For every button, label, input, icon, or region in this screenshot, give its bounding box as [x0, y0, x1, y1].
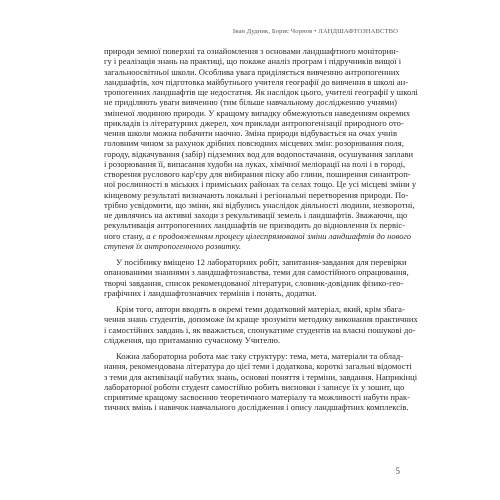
text-line: лабораторної роботи студент самостійно робить висновки і записує їх у зошит, що [104, 381, 405, 392]
text-line: трібно усвідомити, що зміни, які відбулись унаслідок діяльності людини, незворотні, [104, 199, 415, 210]
page-number: 5 [395, 466, 400, 476]
text-line: і самостійних завдань і, як вважається, спонукатиме студентів на власні пошукові до- [104, 324, 416, 335]
text-line: чення знань студентів, допоможе їм краще зрозуміти методику виконання практичних [104, 314, 418, 325]
text-line: гу і реалізація знань на практиці, що покаже аналіз програм і підручників вищої і [104, 56, 402, 67]
text-line: головним чином за рахунок дрібних повсюдних місцевих змін: розорювання поля, [104, 138, 404, 149]
text-line: слідження, що притаманно сучасному Учителю. [104, 334, 281, 345]
text-line: зміненої людиною природи. У кращому випадку обмежуються наведенням окремих [104, 107, 411, 118]
text-fragment: ного стану, [104, 230, 147, 241]
text-line: Крім того, автори вводять в окремі теми додатковий матеріал, який, крім збага- [116, 304, 405, 314]
paragraph-2 [104, 257, 409, 298]
text-line: прикладів із літературних джерел, хоч приклади антропогенізації природного ото- [104, 117, 404, 128]
text-line: тичних вмінь і навичок навчального дослідження і опису ландшафтних комплексів. [104, 402, 409, 413]
text-line: загальноосвітньої школи. Особлива увага приділяється вивченню антропогенних [104, 66, 400, 77]
paragraph-3 [104, 304, 418, 345]
text-line: не дивлячись на активні заходи з рекультивації земель і ландшафтів. Зважаючи, що [104, 210, 408, 220]
text-line: сприятиме кращому засвоєнню теоретичного матеріалу та можливості набути прак- [104, 392, 410, 402]
text-line: нання, рекомендована література до цієї теми і додаткова, короткі загальні відомості [104, 361, 412, 372]
text-line: не приділяють уваги вивченню (тим більше навчальному дослідженню учнями) [104, 97, 397, 108]
paragraph-1 [104, 46, 418, 251]
text-line: створення руслового кар'єру для вибирання піску або глини, поширення синантроп- [104, 169, 411, 179]
text-line: природи земної поверхні та ознайомлення з основами ландшафтного моніторин- [104, 46, 399, 56]
text-line: тропогенних ландшафтів ще недостатня. Як наслідок цього, учителі географії у школі [104, 87, 418, 97]
text-line [104, 230, 412, 241]
text-line: Кожна лабораторна робота має таку структуру: тема, мета, матеріали та облад- [116, 351, 404, 361]
text-line: ландшафтів, хоч підготовка майбутнього учителя географії до вивчення в школі ан- [104, 76, 409, 87]
running-header: Іван Дудник, Борис Чорнов • ЛАНДШАФТОЗНАВСТВО [232, 28, 398, 35]
text-line: і розорювання її, випасання худоби на луках, хімічної меліорації на полі і в городі, [104, 158, 406, 169]
text-line: городу, відкачування (забір) підземних вод для водопостачання, осушування заплави [104, 148, 414, 159]
paragraph-4 [104, 351, 418, 413]
text-line: ної рослинності в міських і приміських районах та селах тощо. Це усі місцеві зміни у [104, 179, 417, 190]
text-line: рекультивація антропогенних ландшафтів не призводить до відновлення їх первіс- [104, 220, 406, 231]
text-line: графічних і ландшафтознавчих термінів і понять, додатки. [104, 287, 317, 298]
italic-emphasis: ступеня їх антропогенного розвитку. [104, 240, 241, 251]
text-line: кінцевому результаті визначають локальні і регіональні перетворення природи. По- [104, 189, 409, 200]
text-line: з теми для активізації набутих знань, основні поняття і терміни, завдання. Наприкінці [104, 371, 418, 382]
body-text [104, 46, 418, 413]
italic-emphasis: а є продовженням процесу цілеспрямованої зміни ландшафтів до нового [146, 230, 412, 241]
text-line: опанованими знаннями з ландшафтознавства, теми для самостійного опрацювання, [104, 267, 409, 278]
text-line: чення школи можна побачити наочно. Зміна природи відбувається на очах учнів [104, 128, 397, 138]
text-line: У посібнику вміщено 12 лабораторних робіт, запитання-завдання для перевірки [116, 257, 407, 267]
text-line: творчі завдання, список рекомендованої літератури, словник-довідник фізико-гео- [104, 277, 404, 288]
